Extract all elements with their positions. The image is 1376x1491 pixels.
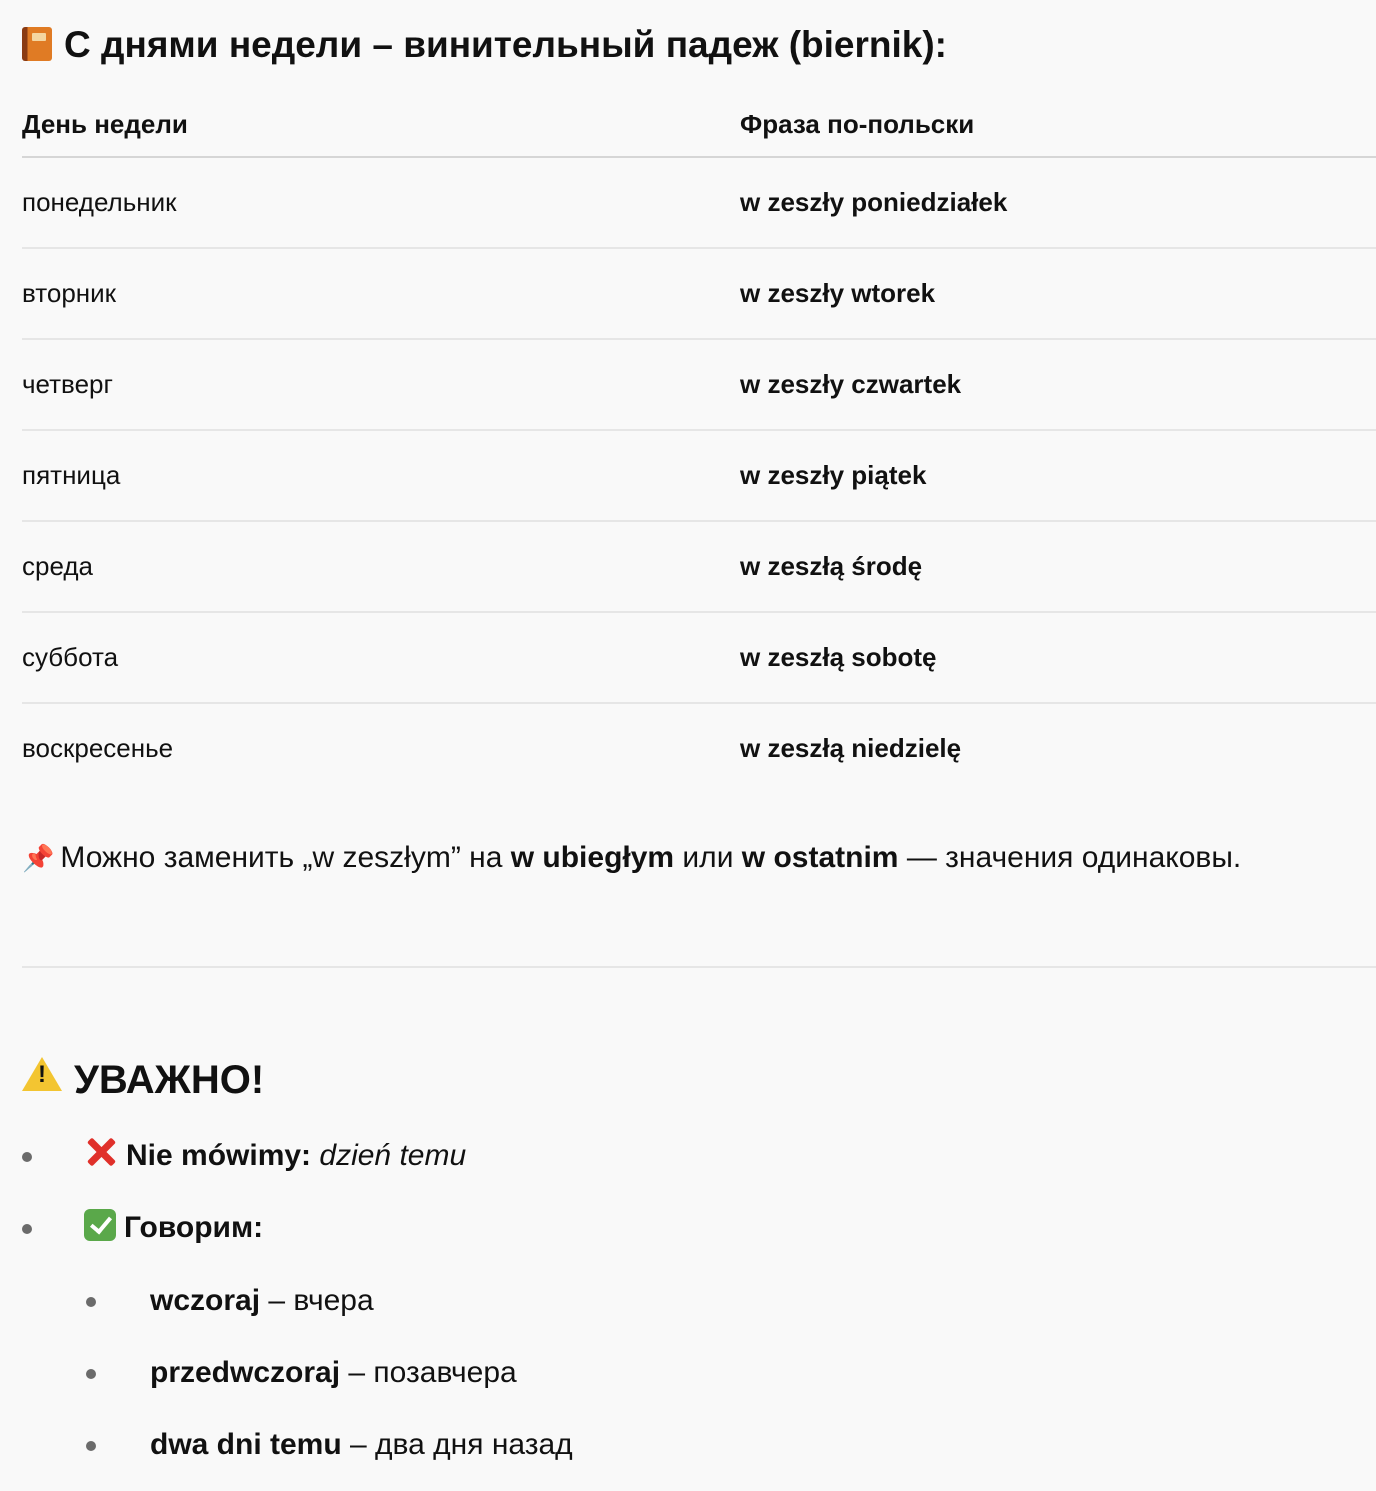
list-item: dwa dni temu – два дня назад — [86, 1419, 573, 1471]
table-cell-phrase: w zeszły poniedziałek — [740, 157, 1376, 248]
check-icon — [84, 1209, 116, 1241]
table-row — [22, 521, 1376, 612]
table-row — [22, 703, 1376, 793]
table-cell-day: пятница — [22, 430, 740, 521]
table-cell-day: среда — [22, 521, 740, 612]
table-cell-phrase: w zeszłą środę — [740, 521, 1376, 612]
table-row — [22, 339, 1376, 430]
book-icon — [22, 27, 52, 61]
table-row — [22, 248, 1376, 339]
cross-icon — [84, 1135, 118, 1169]
list-item: przedwczoraj – позавчера — [86, 1347, 573, 1399]
table-header-day: День недели — [22, 92, 740, 157]
section-title: С днями недели – винительный падеж (biernik): — [22, 22, 947, 68]
table-cell-day: воскресенье — [22, 733, 174, 763]
warning-list — [22, 1130, 466, 1274]
list-item: Говорим: — [22, 1202, 466, 1254]
table-header-row — [22, 92, 1376, 157]
table-cell-phrase: w zeszły wtorek — [740, 248, 1376, 339]
table-cell-phrase: w zeszłą niedzielę — [740, 733, 962, 763]
list-item: wczoraj – вчера — [86, 1275, 573, 1327]
correct-forms-list — [86, 1275, 573, 1491]
weekday-table — [22, 92, 1376, 793]
table-cell-day: суббота — [22, 612, 740, 703]
table-row — [22, 430, 1376, 521]
table-cell-phrase: w zeszły czwartek — [740, 339, 1376, 430]
table-header-phrase: Фраза по-польски — [740, 92, 1376, 157]
pushpin-icon: 📌 — [22, 844, 55, 874]
table-cell-phrase: w zeszły piątek — [740, 430, 1376, 521]
note-alt-1: w ubiegłym — [510, 841, 675, 874]
divider — [22, 966, 1376, 968]
table-cell-day: четверг — [22, 339, 740, 430]
warning-icon — [22, 1057, 62, 1091]
warning-title: !УВАЖНО! — [22, 1056, 264, 1104]
note-paragraph: 📌 Можно заменить „w zeszłym” на w ubiegłym или w ostatnim — значения одинаковы. — [22, 841, 1242, 874]
table-row — [22, 157, 1376, 248]
table-cell-phrase: w zeszłą sobotę — [740, 612, 1376, 703]
note-alt-2: w ostatnim — [741, 841, 899, 874]
list-item: Nie mówimy: dzień temu — [22, 1130, 466, 1182]
table-row — [22, 612, 1376, 703]
table-cell-day: понедельник — [22, 157, 740, 248]
table-cell-day: вторник — [22, 248, 740, 339]
